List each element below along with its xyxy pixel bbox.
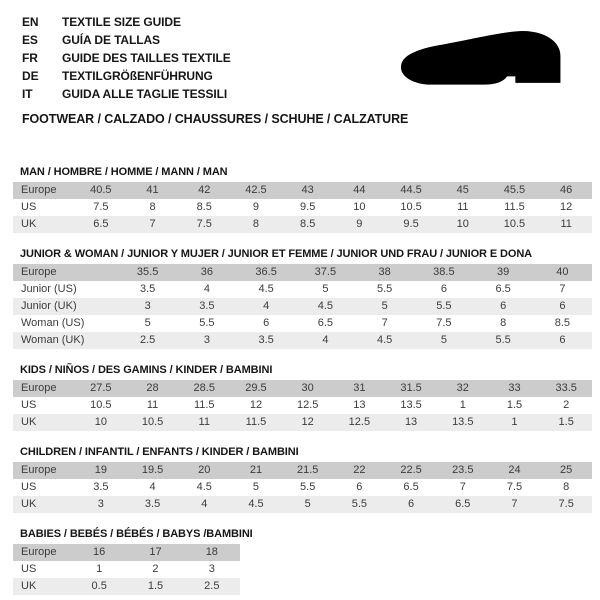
size-value: 4 [263,300,270,312]
size-table-row [13,298,592,315]
table-title-junior-woman: JUNIOR & WOMAN / JUNIOR Y MUJER / JUNIOR ET FEMME / JUNIOR UND FRAU / JUNIOR E DONA [20,248,533,260]
size-value: 29.5 [245,382,267,394]
size-value: 11 [146,399,159,411]
section-man [13,166,600,233]
size-value: 33.5 [555,382,577,394]
size-value: 3.5 [258,334,274,346]
size-value: 7.5 [506,481,523,493]
size-table-junior-woman [13,264,592,349]
size-value: 9.5 [300,201,316,213]
size-value: 7 [149,218,156,230]
size-value: 46 [560,184,573,196]
size-value: 12 [560,201,573,213]
size-value: 6.5 [93,218,109,230]
size-value: 27.5 [90,382,112,394]
language-code: IT [22,87,33,101]
size-value: 42.5 [245,184,267,196]
row-label: UK [21,416,37,428]
size-value: 6 [559,300,566,312]
size-value: 40 [556,266,569,278]
row-label: Europe [21,266,57,278]
size-table-row [13,414,592,431]
size-value: 24 [508,464,521,476]
size-value: 13.5 [400,399,422,411]
size-value: 44 [353,184,366,196]
size-value: 8.5 [196,201,212,213]
size-value: 12.5 [348,416,371,428]
language-title: TEXTILE SIZE GUIDE [62,15,181,29]
size-value: 13.5 [452,416,474,428]
size-value: 4 [322,334,329,346]
size-value: 10.5 [90,399,112,411]
size-table-row [13,315,592,332]
size-value: 10 [94,416,107,428]
size-value: 3 [144,300,151,312]
size-value: 36 [200,266,213,278]
language-code: ES [22,33,38,47]
language-title: TEXTILGRÖßENFÜHRUNG [62,69,213,83]
size-value: 8 [149,201,156,213]
size-value: 38.5 [433,266,455,278]
size-table-row [13,199,592,216]
size-value: 3 [97,498,104,510]
size-value: 12 [301,416,314,428]
row-label: US [21,563,37,575]
size-value: 41 [146,184,159,196]
size-value: 4.5 [248,498,264,510]
size-value: 11.5 [245,416,267,428]
size-value: 5.5 [376,283,393,295]
size-value: 3.5 [199,300,215,312]
size-value: 28.5 [193,382,215,394]
size-value: 6 [440,283,447,295]
size-table-header-row [13,264,592,281]
language-title: GUÍA DE TALLAS [62,33,160,47]
size-value: 10.5 [503,218,526,230]
size-value: 4.5 [196,481,212,493]
table-title-kids: KIDS / NIÑOS / DES GAMINS / KINDER / BAMBINI [20,364,273,376]
size-value: 22.5 [400,464,422,476]
size-value: 18 [205,546,218,558]
size-value: 31 [353,382,366,394]
section-children [13,446,600,513]
size-value: 45 [456,184,469,196]
size-value: 4 [201,498,208,510]
size-table-children [13,462,592,513]
size-value: 8.5 [554,317,571,329]
size-value: 6.5 [495,283,511,295]
size-table-header-row [13,182,592,199]
size-value: 2.5 [139,334,156,346]
size-table-row [13,332,592,349]
size-value: 22 [353,464,366,476]
size-value: 3.5 [139,283,156,295]
size-table-header-row [13,462,592,479]
size-value: 6.5 [455,498,471,510]
language-title: GUIDE DES TAILLES TEXTILE [62,51,231,65]
size-value: 43 [301,184,314,196]
section-babies [13,528,600,595]
size-table-babies [13,544,240,595]
dress-shoe-icon [390,12,580,104]
row-label: Europe [21,184,57,196]
size-table-row [13,561,240,578]
size-value: 3.5 [144,498,161,510]
size-table-row [13,397,592,414]
size-value: 1 [96,563,103,575]
size-value: 10 [456,218,469,230]
size-value: 10 [353,201,366,213]
size-value: 8.5 [300,218,316,230]
table-title-babies: BABIES / BEBÉS / BÉBÉS / BABYS /BAMBINI [20,528,253,540]
size-value: 6 [263,317,270,329]
size-value: 5 [144,317,151,329]
language-title: GUIDA ALLE TAGLIE TESSILI [62,87,228,101]
page-header [0,0,600,126]
size-value: 9 [356,218,363,230]
size-value: 4.5 [376,334,393,346]
size-table-header-row [13,380,592,397]
row-label: UK [21,498,37,510]
size-table-header-row [13,544,240,561]
size-value: 35.5 [136,266,159,278]
size-value: 37.5 [314,266,337,278]
size-value: 3 [203,334,210,346]
size-value: 11 [198,416,210,428]
size-value: 5.5 [436,300,452,312]
size-table-row [13,216,592,233]
size-value: 1.5 [558,416,574,428]
size-value: 44.5 [400,184,422,196]
row-label: UK [21,218,37,230]
size-value: 7.5 [93,201,109,213]
size-table-row [13,479,592,496]
size-value: 5 [322,283,329,295]
row-label: Junior (UK) [21,300,77,312]
section-junior-woman [13,248,600,349]
size-value: 6 [559,334,566,346]
size-value: 7.5 [436,317,452,329]
size-table-row [13,281,592,298]
size-value: 32 [456,382,469,394]
row-label: US [21,399,37,411]
size-value: 16 [93,546,106,558]
size-value: 9 [252,201,260,213]
size-table-row [13,578,240,595]
size-value: 36.5 [255,266,277,278]
size-value: 31.5 [400,382,422,394]
size-value: 2 [563,399,570,411]
size-value: 12.5 [296,399,319,411]
size-value: 40.5 [90,184,112,196]
row-label: Europe [21,382,57,394]
size-value: 7.5 [558,498,574,510]
size-value: 12 [249,399,263,411]
size-value: 7 [459,481,466,493]
size-value: 42 [198,184,211,196]
size-value: 4.5 [258,283,274,295]
size-value: 11.5 [504,201,525,213]
size-value: 5 [381,300,388,312]
size-value: 8 [252,218,260,230]
size-value: 7.5 [196,218,212,230]
row-label: US [21,481,37,493]
size-value: 6.5 [317,317,334,329]
size-value: 11 [457,201,469,213]
size-value: 20 [198,464,211,476]
size-value: 11.5 [193,399,215,411]
size-value: 1 [459,399,466,411]
size-value: 9.5 [403,218,419,230]
category-line: FOOTWEAR / CALZADO / CHAUSSURES / SCHUHE / CALZATURE [22,112,409,126]
row-label: Woman (UK) [21,334,85,346]
size-value: 21.5 [296,464,319,476]
row-label: US [21,201,37,213]
section-kids [13,364,600,431]
size-table-man [13,182,592,233]
size-value: 10.5 [400,201,422,213]
size-value: 1.5 [506,399,523,411]
language-code: DE [22,69,39,83]
size-value: 1.5 [147,580,164,592]
size-value: 4.5 [317,300,334,312]
table-title-man: MAN / HOMBRE / HOMME / MANN / MAN [20,166,228,178]
size-value: 6 [408,498,415,510]
size-value: 5.5 [199,317,215,329]
size-value: 8 [500,317,507,329]
size-value: 13 [404,416,418,428]
size-value: 0.5 [91,580,107,592]
size-value: 10.5 [141,416,164,428]
table-title-children: CHILDREN / INFANTIL / ENFANTS / KINDER / BAMBINI [20,446,299,458]
size-value: 2 [152,563,159,575]
size-value: 5.5 [351,498,368,510]
size-value: 23.5 [452,464,474,476]
size-value: 17 [149,546,162,558]
size-value: 5.5 [495,334,511,346]
size-guide-sections [0,166,600,595]
size-value: 7 [381,317,388,329]
size-value: 4 [203,283,210,295]
size-value: 5.5 [300,481,316,493]
size-table-kids [13,380,592,431]
size-value: 13 [353,399,366,411]
language-code: EN [22,15,39,29]
size-value: 8 [563,481,570,493]
size-value: 11 [560,218,572,230]
row-label: Woman (US) [21,317,85,329]
size-value: 45.5 [503,184,526,196]
size-value: 30 [301,382,314,394]
language-code: FR [22,51,38,65]
size-value: 33 [508,382,521,394]
size-value: 4 [149,481,156,493]
size-value: 5 [304,498,311,510]
size-value: 6 [356,481,363,493]
size-value: 39 [497,266,510,278]
size-value: 38 [378,266,391,278]
size-value: 6.5 [403,481,419,493]
row-label: Junior (US) [21,283,77,295]
size-value: 7 [559,283,566,295]
size-value: 6 [500,300,507,312]
row-label: Europe [21,546,57,558]
size-value: 19.5 [141,464,164,476]
size-value: 21 [249,464,263,476]
size-value: 28 [146,382,159,394]
size-value: 2.5 [204,580,220,592]
size-value: 7 [511,498,518,510]
size-value: 1 [511,416,518,428]
row-label: UK [21,580,37,592]
size-table-row [13,496,592,513]
size-value: 19 [94,464,107,476]
size-value: 3.5 [93,481,109,493]
size-value: 5 [440,334,447,346]
size-value: 25 [560,464,573,476]
row-label: Europe [21,464,57,476]
size-value: 5 [252,481,260,493]
size-value: 3 [208,563,215,575]
